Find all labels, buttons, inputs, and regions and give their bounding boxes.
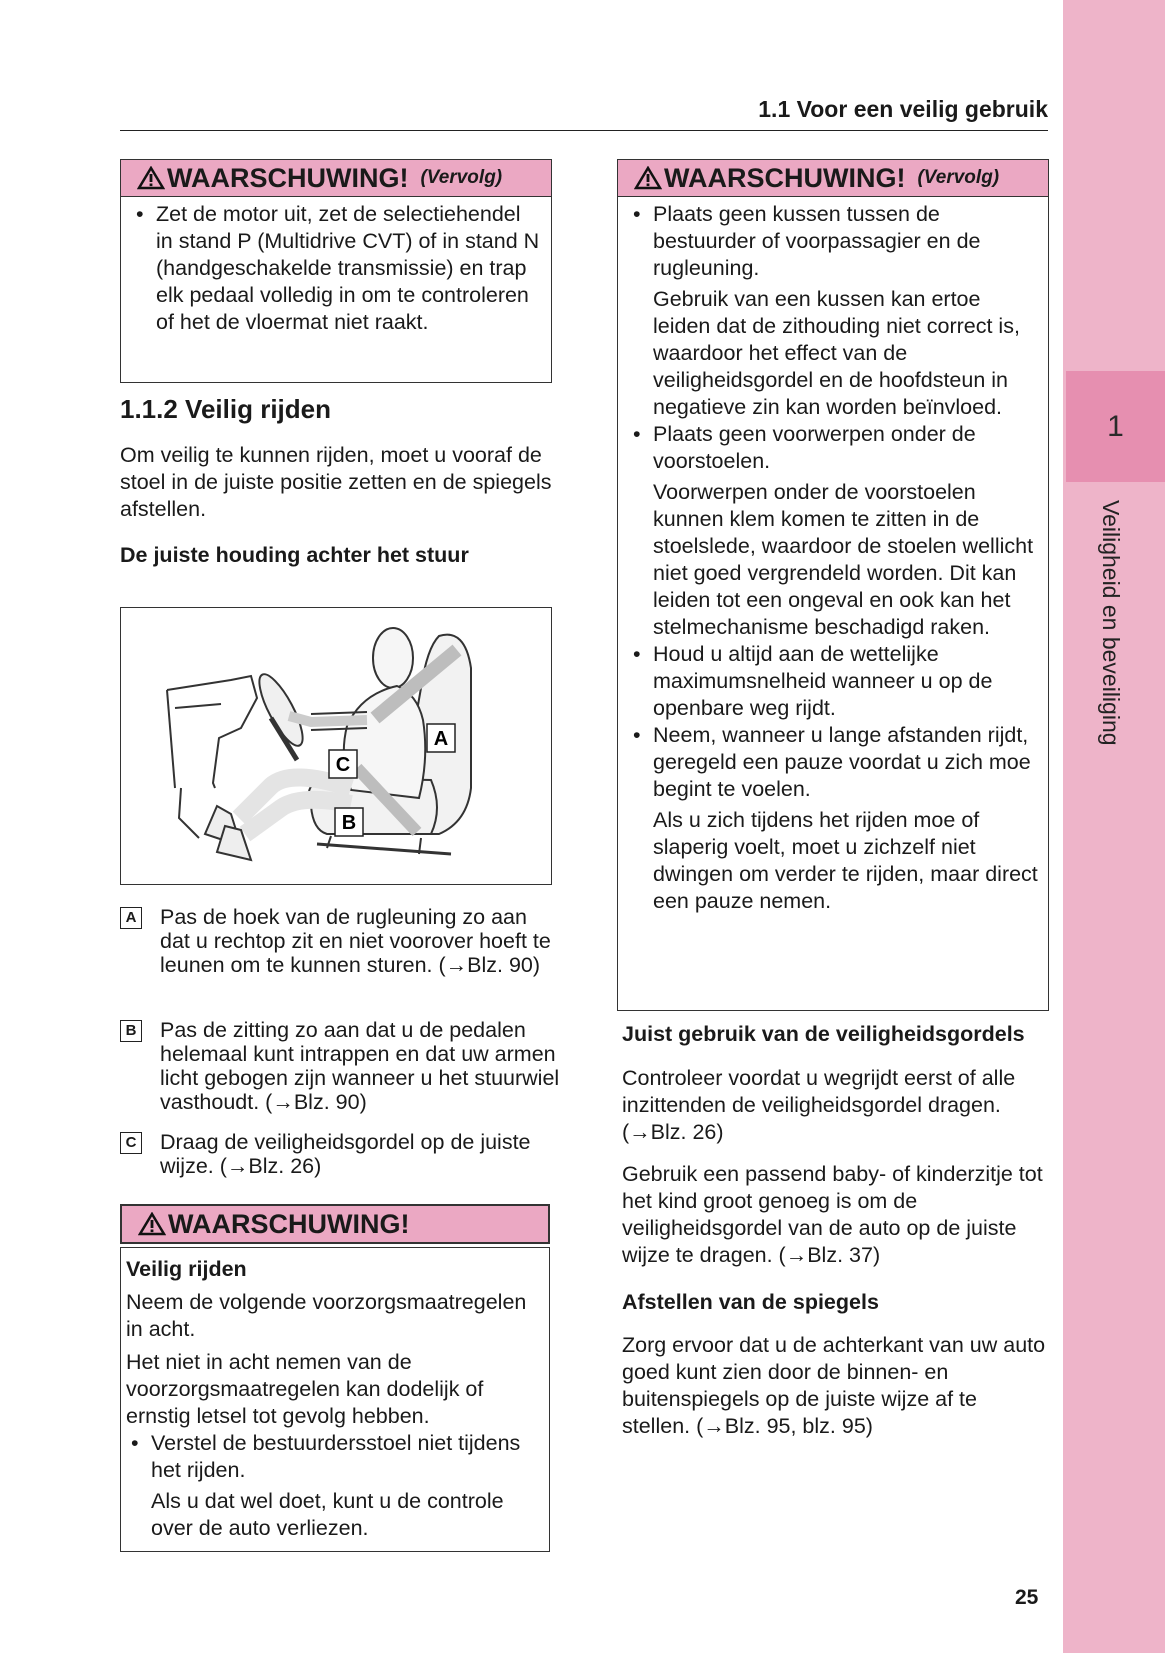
warning-bullet: • Plaats geen kussen tussen de bestuurder of voorpassagier en de rugleuning. — [628, 201, 1038, 282]
page-number: 25 — [1015, 1586, 1039, 1609]
figure-label-b — [335, 808, 363, 836]
caption-a — [120, 905, 560, 977]
driver-seat-drawing — [121, 608, 551, 884]
warning-bullet: • Neem, wanneer u lange afstanden rijdt, geregeld een pauze voordat u zich moe begint te voelen. — [628, 722, 1038, 803]
warning-bullet-detail: Voorwerpen onder de voorstoelen kunnen klem komen te zitten in de stoelslede, waardoor de stoelen wellicht niet goed vergrendeld worden. Dit kan leiden tot een ongeval en ook kan het stelmechanisme beschadigd raken. — [653, 480, 1034, 639]
chapter-title: Veiligheid en beveiliging — [1098, 500, 1124, 746]
caption-c — [120, 1130, 560, 1178]
warning-body — [618, 197, 1048, 925]
chapter-number-box[interactable] — [1066, 371, 1165, 482]
caption-text: Pas de hoek van de rugleuning zo aan dat u rechtop zit en niet voorover hoeft te leunen om te kunnen sturen. (→Blz. 90) — [160, 905, 551, 977]
caption-label-b: B — [120, 1020, 142, 1042]
warning-continued-label: (Vervolg) — [420, 167, 503, 188]
figure-label-c — [329, 750, 357, 778]
warning-title: WAARSCHUWING! — [664, 162, 906, 193]
warning-paragraph: Neem de volgende voorzorgsmaatregelen in acht. — [126, 1290, 527, 1341]
warning-bullet-detail: Als u dat wel doet, kunt u de controle over de auto verliezen. — [151, 1489, 504, 1540]
seatbelt-paragraph: Gebruik een passend baby- of kinderzitje tot het kind groot genoeg is om de veiligheidsgordel van de auto op de juiste wijze te dragen. (→Blz. 37) — [622, 1162, 1043, 1267]
warning-body — [120, 1247, 550, 1552]
side-tab — [1063, 0, 1165, 1653]
seatbelt-paragraph: Controleer voordat u wegrijdt eerst of alle inzittenden de veiligheidsgordel dragen. (→Blz. 26) — [622, 1066, 1016, 1144]
warning-title: WAARSCHUWING! — [168, 1208, 410, 1239]
warning-triangle-icon — [634, 166, 662, 190]
caption-b — [120, 1018, 560, 1114]
warning-bullet: • Zet de motor uit, zet de selectiehendel in stand P (Multidrive CVT) of in stand N (handgeschakelde transmissie) en trap elk pedaal volledig in om te controleren of het de vloermat niet raakt. — [131, 201, 541, 336]
warning-bullet: • Houd u altijd aan de wettelijke maximumsnelheid wanneer u op de openbare weg rijdt. — [628, 641, 1038, 722]
warning-bullet-detail: Gebruik van een kussen kan ertoe leiden dat de zithouding niet correct is, waardoor het effect van de veiligheidsgordel en de hoofdsteun in negatieve zin kan worden beïnvloed. — [653, 287, 1020, 419]
warning-continued-label: (Vervolg) — [917, 167, 1000, 188]
warning-body — [121, 197, 551, 346]
warning-box-continued-left — [120, 159, 552, 383]
chapter-number: 1 — [1107, 409, 1124, 443]
section-title: 1.1 Voor een veilig gebruik — [758, 96, 1048, 122]
caption-label-c: C — [120, 1132, 142, 1154]
warning-bullet-detail: Als u zich tijdens het rijden moe of slaperig voelt, moet u zichzelf niet dwingen om verder te rijden, maar direct een pauze nemen. — [653, 808, 1038, 913]
warning-box-safe-driving — [120, 1204, 550, 1554]
mirror-paragraph: Zorg ervoor dat u de achterkant van uw auto goed kunt zien door de binnen- en buitenspiegels op de juiste wijze af te stellen. (→Blz. 95, blz. 95) — [622, 1333, 1046, 1438]
warning-subtitle: Veilig rijden — [126, 1257, 247, 1281]
caption-text: Draag de veiligheidsgordel op de juiste wijze. (→Blz. 26) — [160, 1130, 531, 1178]
caption-text: Pas de zitting zo aan dat u de pedalen helemaal kunt intrappen en dat uw armen licht gebogen zijn wanneer u het stuurwiel vasthoudt. (→Blz. 90) — [160, 1018, 560, 1114]
warning-bullet: • Plaats geen voorwerpen onder de voorstoelen. — [628, 421, 1038, 475]
subheading-seatbelts: Juist gebruik van de veiligheidsgordels — [622, 1022, 1025, 1046]
warning-triangle-icon — [137, 166, 165, 190]
warning-title: WAARSCHUWING! — [167, 162, 409, 193]
subheading-mirrors: Afstellen van de spiegels — [622, 1290, 879, 1314]
warning-header — [618, 160, 1048, 197]
figure-label-b-text: B — [341, 812, 357, 834]
chapter-title-container — [1096, 500, 1136, 780]
running-header — [120, 96, 1048, 131]
section-intro: Om veilig te kunnen rijden, moet u vooraf de stoel in de juiste positie zetten en de spiegels afstellen. — [120, 443, 552, 521]
warning-header — [120, 1204, 550, 1244]
subheading-driving-posture: De juiste houding achter het stuur — [120, 543, 469, 567]
warning-bullet: • Verstel de bestuurdersstoel niet tijdens het rijden. — [126, 1430, 543, 1484]
figure-label-c-text: C — [335, 754, 351, 776]
warning-paragraph: Het niet in acht nemen van de voorzorgsmaatregelen kan dodelijk of ernstig letsel tot gevolg hebben. — [126, 1350, 484, 1428]
warning-box-continued-right — [617, 159, 1049, 1011]
warning-header — [121, 160, 551, 197]
driving-posture-illustration — [120, 607, 552, 885]
figure-label-a — [427, 724, 455, 752]
figure-label-a-text: A — [433, 728, 449, 750]
warning-triangle-icon — [138, 1212, 166, 1236]
section-heading: 1.1.2 Veilig rijden — [120, 394, 331, 424]
caption-label-a: A — [120, 907, 142, 929]
